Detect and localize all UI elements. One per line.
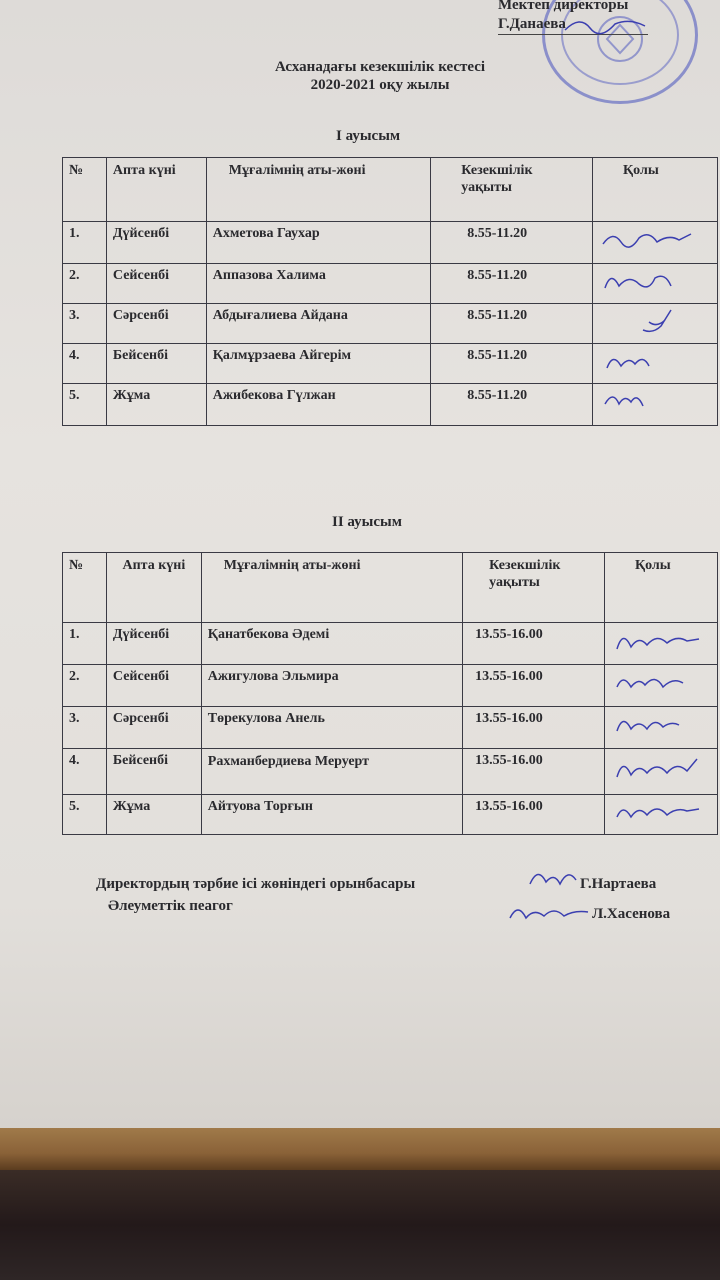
header-teacher: Мұғалімнің аты-жөні	[201, 553, 462, 623]
header-number: №	[63, 158, 107, 222]
table-row	[63, 222, 718, 264]
row-day: Дүйсенбі	[106, 623, 201, 665]
table-row	[63, 384, 718, 426]
row-signature	[604, 665, 717, 707]
shift1-title: I ауысым	[336, 128, 401, 144]
row-signature	[593, 264, 718, 304]
handwritten-signature	[599, 388, 699, 416]
row-number: 5.	[63, 795, 107, 835]
deputy-signature	[524, 862, 584, 898]
row-number: 4.	[63, 749, 107, 795]
header-day: Апта күні	[106, 553, 201, 623]
row-day: Сәрсенбі	[106, 707, 201, 749]
handwritten-signature	[611, 627, 711, 657]
row-time: 13.55-16.00	[463, 749, 605, 795]
row-signature	[593, 222, 718, 264]
header-time: Кезекшілік уақыты	[463, 553, 605, 623]
approval-name: Г.Данаева	[498, 15, 648, 35]
row-teacher: Қалмұрзаева Айгерім	[206, 344, 430, 384]
row-number: 2.	[63, 264, 107, 304]
handwritten-signature	[611, 753, 711, 783]
header-signature: Қолы	[593, 158, 718, 222]
handwritten-signature	[599, 308, 699, 338]
row-number: 3.	[63, 707, 107, 749]
row-signature	[604, 749, 717, 795]
pedagogue-name: Л.Хасенова	[592, 906, 671, 922]
row-teacher: Ажигулова Эльмира	[201, 665, 462, 707]
approval-title: Мектеп директоры	[498, 0, 629, 13]
header-time: Кезекшілік уақыты	[431, 158, 593, 222]
row-time: 13.55-16.00	[463, 623, 605, 665]
row-number: 3.	[63, 304, 107, 344]
row-teacher: Айтуова Торғын	[201, 795, 462, 835]
row-time: 13.55-16.00	[463, 707, 605, 749]
handwritten-signature	[599, 226, 699, 254]
row-time: 13.55-16.00	[463, 665, 605, 707]
row-teacher: Рахманбердиева Меруерт	[201, 749, 462, 795]
row-number: 5.	[63, 384, 107, 426]
row-day: Сейсенбі	[106, 665, 201, 707]
row-signature	[593, 384, 718, 426]
table-row	[63, 707, 718, 749]
row-teacher: Қанатбекова Әдемі	[201, 623, 462, 665]
row-number: 4.	[63, 344, 107, 384]
row-time: 8.55-11.20	[431, 304, 593, 344]
table-row	[63, 344, 718, 384]
row-number: 2.	[63, 665, 107, 707]
header-signature: Қолы	[604, 553, 717, 623]
row-signature	[604, 707, 717, 749]
row-day: Жұма	[106, 795, 201, 835]
pedagogue-signature	[504, 900, 594, 930]
row-number: 1.	[63, 623, 107, 665]
document-title-text: Асханадағы кезекшілік кестесі	[274, 59, 486, 75]
row-day: Дүйсенбі	[106, 222, 206, 264]
row-teacher: Аппазова Халима	[206, 264, 430, 304]
row-day: Бейсенбі	[106, 749, 201, 795]
table-row	[63, 749, 718, 795]
shift1-table	[62, 157, 718, 426]
row-day: Бейсенбі	[106, 344, 206, 384]
approval-signature	[560, 10, 650, 40]
document-year: 2020-2021 оқу жылы	[310, 77, 450, 93]
header-number: №	[63, 553, 107, 623]
row-time: 8.55-11.20	[431, 344, 593, 384]
table-row	[63, 264, 718, 304]
header-day: Апта күні	[106, 158, 206, 222]
handwritten-signature	[611, 669, 711, 697]
shift2-table	[62, 552, 718, 835]
row-signature	[604, 623, 717, 665]
row-time: 13.55-16.00	[463, 795, 605, 835]
row-time: 8.55-11.20	[431, 264, 593, 304]
header-teacher: Мұғалімнің аты-жөні	[206, 158, 430, 222]
deputy-name: Г.Нартаева	[580, 876, 657, 892]
desk-edge	[0, 1128, 720, 1170]
row-day: Сәрсенбі	[106, 304, 206, 344]
row-time: 8.55-11.20	[431, 222, 593, 264]
document-title	[200, 58, 560, 94]
handwritten-signature	[611, 711, 711, 739]
row-day: Сейсенбі	[106, 264, 206, 304]
row-teacher: Ажибекова Гүлжан	[206, 384, 430, 426]
row-signature	[593, 304, 718, 344]
row-signature	[604, 795, 717, 835]
row-day: Жұма	[106, 384, 206, 426]
table-header-row	[63, 158, 718, 222]
handwritten-signature	[599, 348, 699, 376]
table-header-row	[63, 553, 718, 623]
row-number: 1.	[63, 222, 107, 264]
table-row	[63, 304, 718, 344]
row-teacher: Абдығалиева Айдана	[206, 304, 430, 344]
shift2-title: II ауысым	[332, 514, 402, 530]
row-teacher: Ахметова Гаухар	[206, 222, 430, 264]
pedagogue-role: Әлеуметтік пеагог	[108, 898, 233, 914]
table-row	[63, 795, 718, 835]
row-teacher: Төрекулова Анель	[201, 707, 462, 749]
row-signature	[593, 344, 718, 384]
handwritten-signature	[611, 799, 711, 827]
table-row	[63, 665, 718, 707]
floor-background	[0, 1170, 720, 1280]
row-time: 8.55-11.20	[431, 384, 593, 426]
table-row	[63, 623, 718, 665]
handwritten-signature	[599, 268, 699, 296]
deputy-role: Директордың тәрбие ісі жөніндегі орынбасары	[96, 876, 416, 892]
